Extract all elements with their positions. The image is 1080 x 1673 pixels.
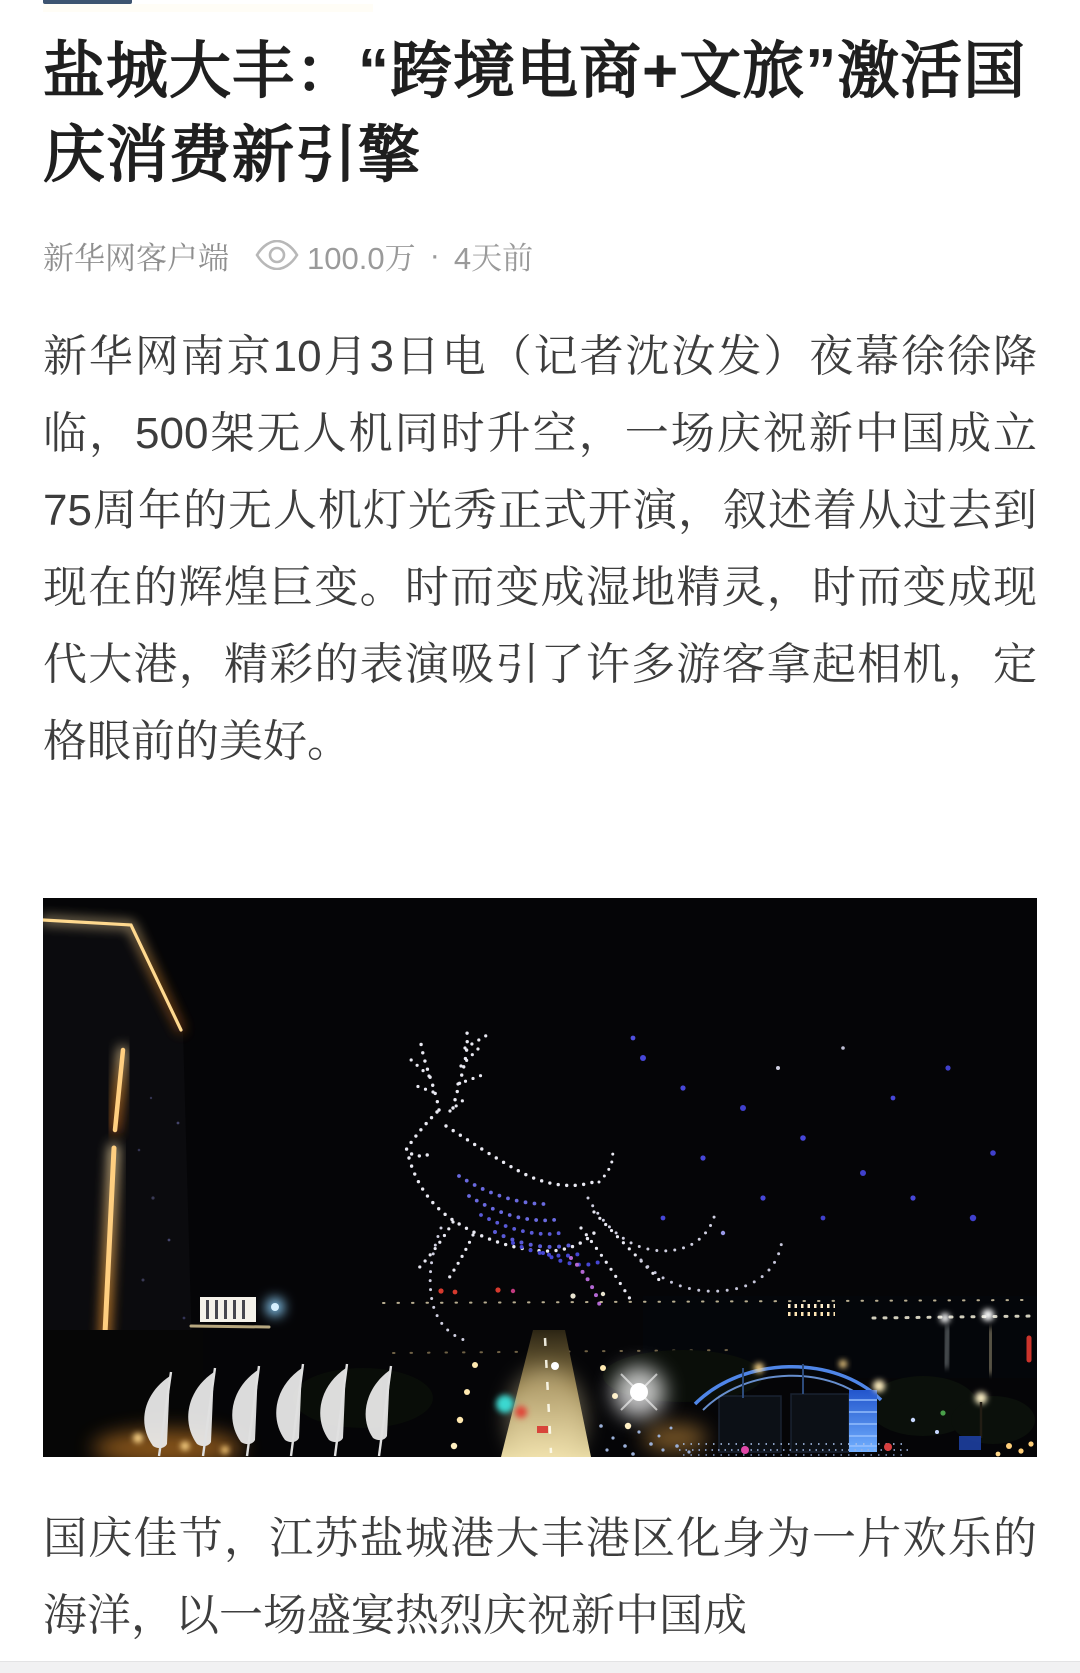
bottom-sheet-edge: [0, 1661, 1080, 1673]
source-name[interactable]: 新华网客户端: [43, 240, 229, 276]
article-photo[interactable]: [43, 898, 1037, 1457]
article-title: 盐城大丰：“跨境电商+文旅”激活国庆消费新引擎: [43, 37, 1027, 190]
article-meta: [43, 234, 1037, 276]
scrolled-content-shade: [43, 4, 373, 12]
article-paragraph-2: 国庆佳节，江苏盐城港大丰港区化身为一片欢乐的海洋，以一场盛宴热烈庆祝新中国成: [43, 1514, 1037, 1640]
article-paragraph-1: 新华网南京10月3日电（记者沈汝发）夜幕徐徐降临，500架无人机同时升空，一场庆祝新中国成立75周年的无人机灯光秀正式开演，叙述着从过去到现在的辉煌巨变。时而变成湿地精灵，时而变成现代大港，精彩的表演吸引了许多游客拿起相机，定格眼前的美好。: [43, 332, 1037, 766]
view-count: [255, 233, 416, 278]
meta-separator: ·: [429, 237, 440, 272]
eye-icon: [255, 240, 299, 270]
publish-time: 4天前: [453, 240, 534, 276]
view-count-value: 100.0万: [307, 240, 416, 276]
scrolled-tag-fragment: [43, 0, 132, 4]
